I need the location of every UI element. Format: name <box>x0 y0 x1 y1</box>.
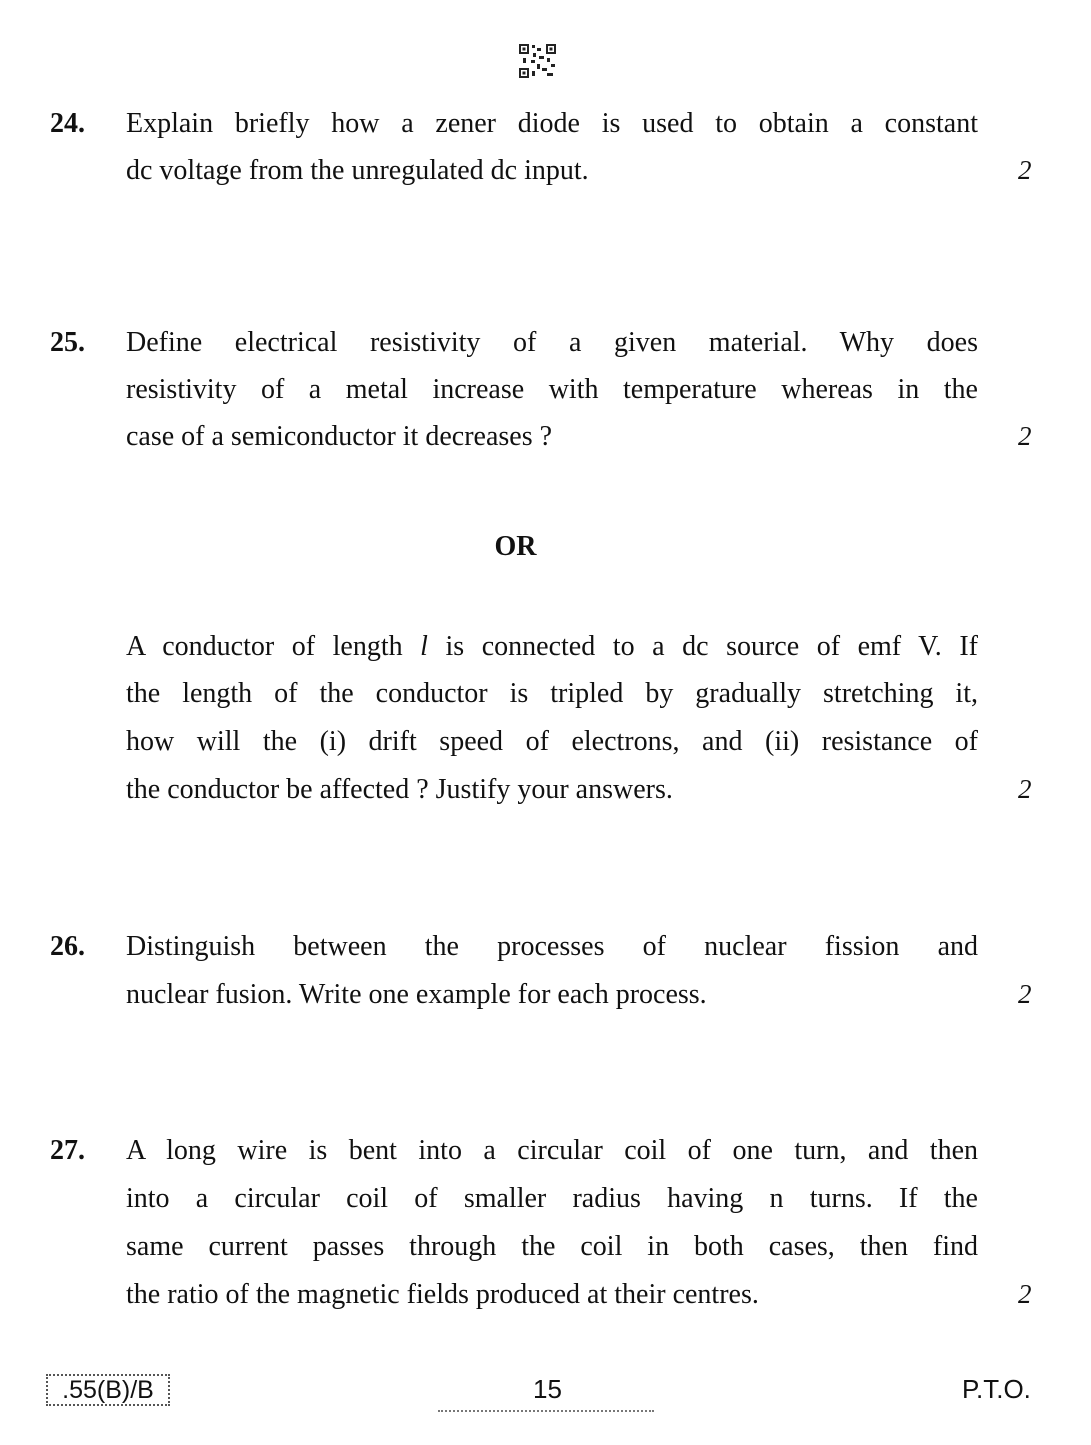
question-text-line: the length of the conductor is tripled by gradually stretching it, <box>126 678 978 709</box>
question-marks: 2 <box>1018 421 1032 451</box>
text-fragment: is connected to a dc source of emf V. If <box>427 631 978 662</box>
question-text-line: case of a semiconductor it decreases ? <box>126 421 553 452</box>
question-number: 25. <box>50 327 85 358</box>
question-number: 27. <box>50 1135 85 1166</box>
question-marks: 2 <box>1018 1279 1032 1309</box>
text-fragment: A conductor of length <box>126 631 421 662</box>
question-text-line: resistivity of a metal increase with temperature whereas in the <box>126 374 978 405</box>
question-number: 24. <box>50 108 85 139</box>
question-text-line: Define electrical resistivity of a given material. Why does <box>126 327 978 358</box>
question-marks: 2 <box>1018 979 1032 1009</box>
question-text-line: Explain briefly how a zener diode is used to obtain a constant <box>126 108 978 139</box>
or-label: OR <box>494 531 537 562</box>
paper-code-box: .55(B)/B <box>46 1374 170 1406</box>
question-text-line: into a circular coil of smaller radius having n turns. If the <box>126 1183 978 1214</box>
footer-divider <box>438 1410 654 1412</box>
question-marks: 2 <box>1018 155 1032 185</box>
qr-code-icon <box>519 44 556 78</box>
question-text-line <box>126 631 978 663</box>
question-text-line: A long wire is bent into a circular coil of one turn, and then <box>126 1135 978 1166</box>
question-text-line: dc voltage from the unregulated dc input. <box>126 155 589 186</box>
question-text-line: how will the (i) drift speed of electrons, and (ii) resistance of <box>126 726 978 757</box>
question-text-line: the conductor be affected ? Justify your answers. <box>126 774 673 805</box>
question-text-line: same current passes through the coil in both cases, then find <box>126 1231 978 1262</box>
question-text-line: nuclear fusion. Write one example for each process. <box>126 979 707 1010</box>
question-marks: 2 <box>1018 774 1032 804</box>
question-text-line: Distinguish between the processes of nuclear fission and <box>126 931 978 962</box>
question-number: 26. <box>50 931 85 962</box>
pto-label: P.T.O. <box>962 1374 1031 1404</box>
length-variable: l <box>420 631 428 662</box>
question-text-line: the ratio of the magnetic fields produced at their centres. <box>126 1279 759 1310</box>
page-number: 15 <box>533 1374 562 1404</box>
